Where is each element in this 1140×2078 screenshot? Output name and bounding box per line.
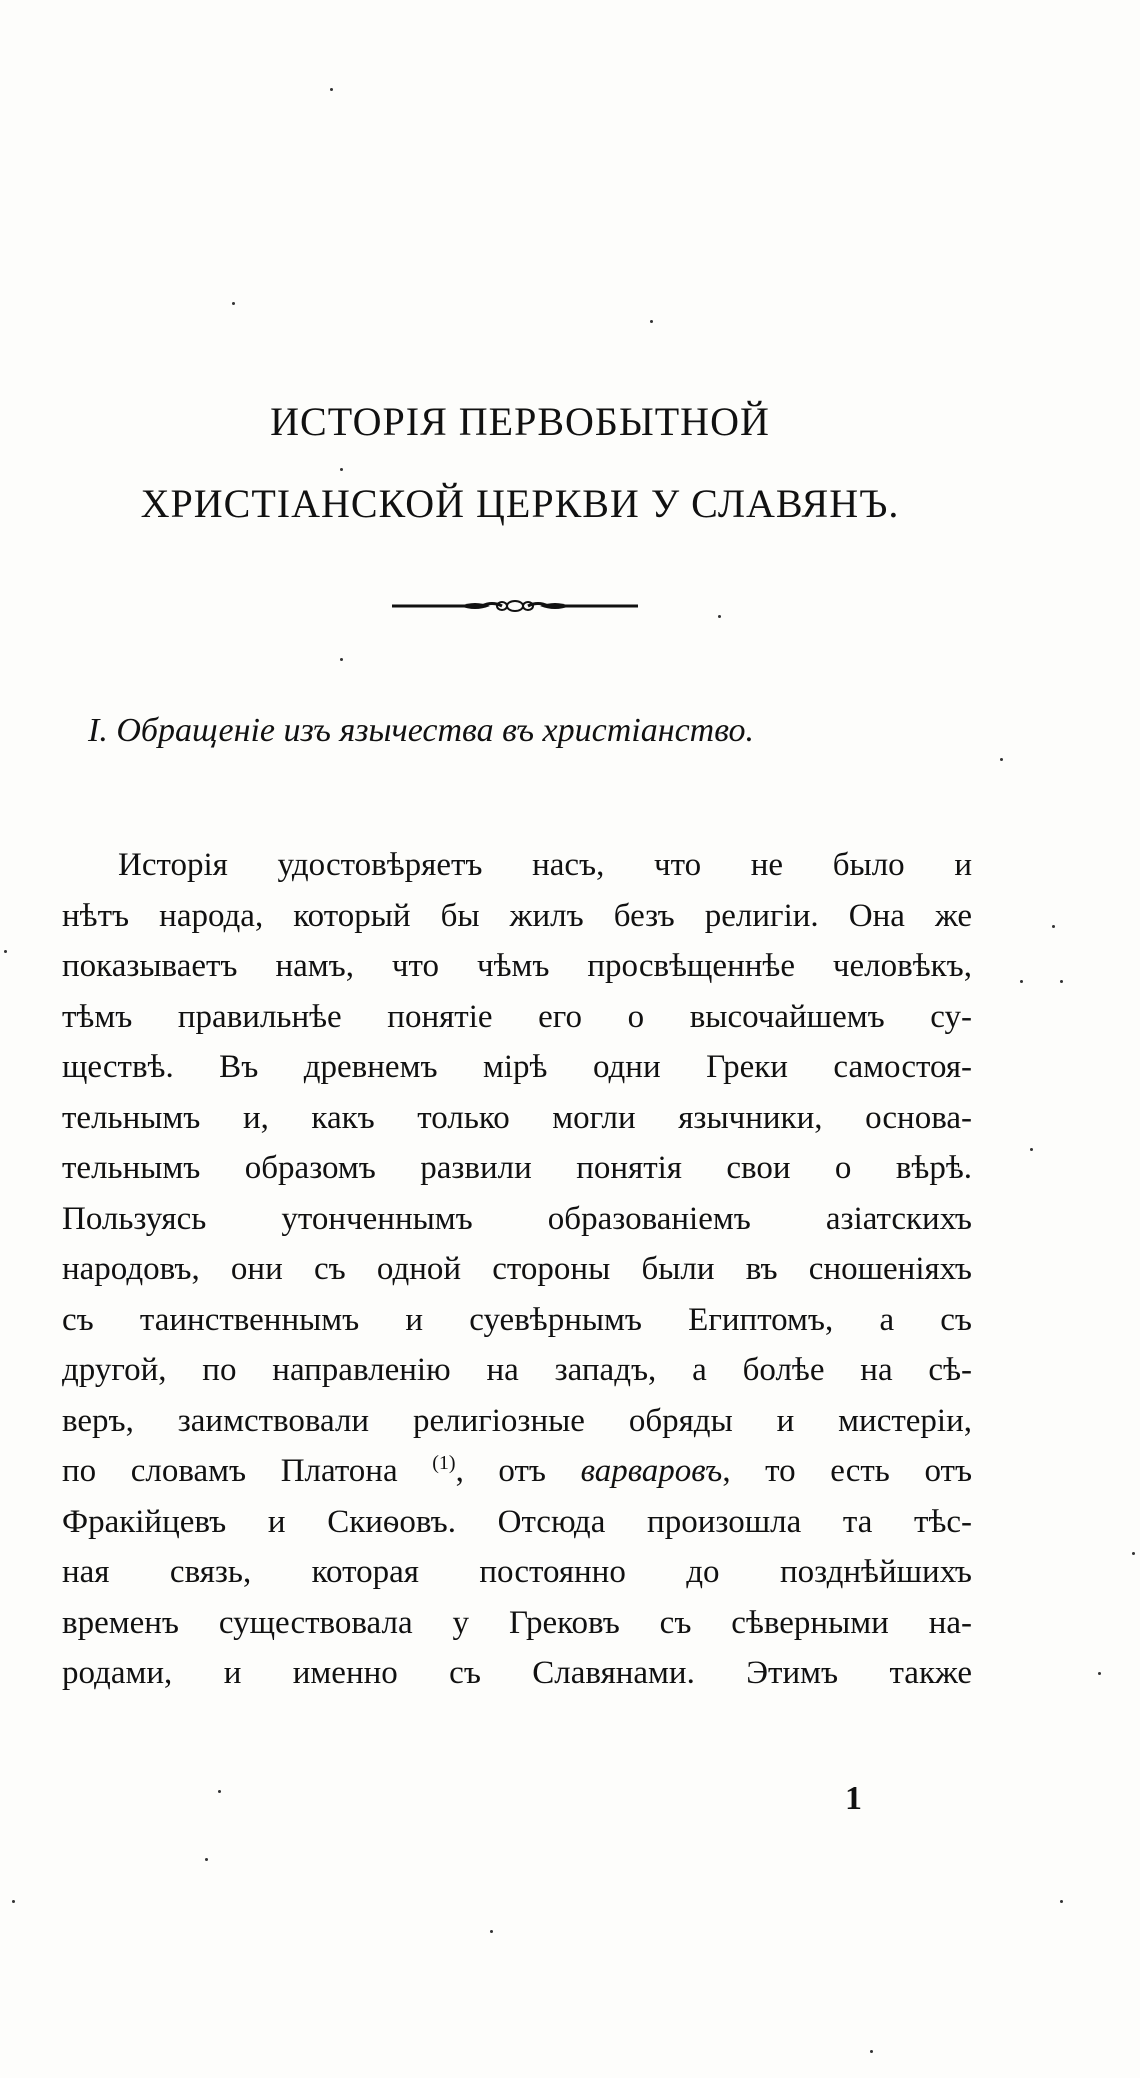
body-line: тельнымъ и, какъ только могли язычники, основа- [62, 1099, 972, 1136]
body-line: родами, и именно съ Славянами. Этимъ также [62, 1655, 972, 1691]
body-line: нѣтъ народа, который бы жилъ безъ религіи. Она же [62, 897, 972, 934]
italic-term: варваровъ [580, 1453, 723, 1489]
signature-mark: 1 [845, 1780, 862, 1817]
ornament-divider [390, 590, 640, 622]
scan-speck [232, 302, 235, 305]
scan-speck [4, 950, 7, 953]
body-line: тѣмъ правильнѣе понятіе его о высочайшемъ су- [62, 998, 972, 1035]
body-line: показываетъ намъ, что чѣмъ просвѣщеннѣе человѣкъ, [62, 948, 972, 984]
title-line-1: ИСТОРІЯ ПЕРВОБЫТНОЙ [270, 399, 770, 444]
body-line: временъ существовала у Грековъ съ сѣверными на- [62, 1604, 972, 1641]
scan-speck [340, 468, 343, 471]
body-text [62, 840, 972, 1699]
scan-speck [1020, 980, 1023, 983]
body-line: Исторія удостовѣряетъ насъ, что не было и [118, 847, 972, 883]
line-text: , то есть отъ [722, 1453, 973, 1489]
body-line: Пользуясь утонченнымъ образованіемъ азіатскихъ [62, 1200, 972, 1237]
scan-speck [218, 1790, 221, 1793]
scan-speck [1098, 1672, 1101, 1675]
scan-speck [1060, 1900, 1063, 1903]
line-text: по словамъ Платона [62, 1453, 398, 1489]
body-line: съ таинственнымъ и суевѣрнымъ Египтомъ, а съ [62, 1301, 972, 1338]
scan-speck [1060, 980, 1063, 983]
line-text: , отъ [455, 1453, 546, 1489]
body-line: тельнымъ образомъ развили понятія свои о вѣрѣ. [62, 1150, 972, 1186]
scan-speck [1030, 1148, 1033, 1151]
body-line: веръ, заимствовали религіозные обряды и мистеріи, [62, 1402, 972, 1439]
scan-speck [650, 320, 653, 323]
scan-speck [1052, 925, 1055, 928]
scan-speck [340, 658, 343, 661]
body-line: ществѣ. Въ древнемъ мірѣ одни Греки самостоя- [62, 1049, 972, 1085]
title-line-2: ХРИСТІАНСКОЙ ЦЕРКВИ У СЛАВЯНЪ. [140, 481, 900, 526]
scan-speck [1132, 1552, 1135, 1555]
body-line: Фракійцевъ и Скиѳовъ. Отсюда произошла та тѣс- [62, 1503, 972, 1540]
body-line: ная связь, которая постоянно до позднѣйшихъ [62, 1554, 972, 1590]
body-line-footnote [62, 1446, 972, 1497]
scan-speck [870, 2050, 873, 2053]
scan-speck [12, 1900, 15, 1903]
footnote-marker[interactable]: (1) [432, 1452, 456, 1474]
scan-speck [490, 1930, 493, 1933]
section-heading: I. Обращеніе изъ язычества въ христіанство. [88, 712, 755, 749]
scan-speck [1000, 758, 1003, 761]
body-line: другой, по направленію на западъ, а болѣе на сѣ- [62, 1352, 972, 1388]
body-line: народовъ, они съ одной стороны были въ сношеніяхъ [62, 1251, 972, 1287]
scan-speck [718, 615, 721, 618]
scan-speck [205, 1858, 208, 1861]
scan-speck [330, 88, 333, 91]
